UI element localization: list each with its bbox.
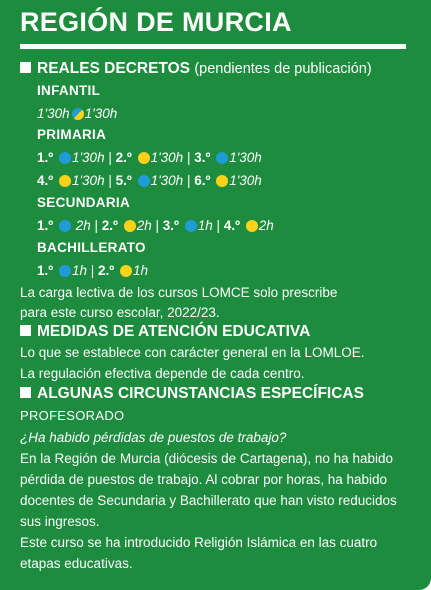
panel-title: REGIÓN DE MURCIA xyxy=(20,7,292,37)
primaria-row-2: 4.º 1'30h | 5.º 1'30h | 6.º 1'30h xyxy=(37,173,262,188)
profesorado-label: PROFESORADO xyxy=(20,408,125,423)
bachillerato-label: BACHILLERATO xyxy=(37,240,146,255)
body-line-6: etapas educativas. xyxy=(20,556,133,571)
yellow-dot-icon xyxy=(138,152,150,164)
primaria-row-1: 1.º 1'30h | 2.º 1'30h | 3.º 1'30h xyxy=(37,150,262,165)
reales-decretos-heading: REALES DECRETOS (pendientes de publicación) xyxy=(20,60,372,78)
bullet-square-icon xyxy=(20,62,31,73)
bachillerato-row: 1.º 1h | 2.º 1h xyxy=(37,263,149,278)
bullet-square-icon xyxy=(20,325,31,336)
yellow-dot-icon xyxy=(246,220,258,232)
blue-dot-icon xyxy=(59,152,71,164)
blue-yellow-dot-icon xyxy=(72,108,84,120)
infantil-label: INFANTIL xyxy=(37,83,101,98)
reales-note: (pendientes de publicación) xyxy=(194,61,372,77)
medidas-line-2: La regulación efectiva depende de cada centro. xyxy=(20,366,305,381)
body-line-4: sus ingresos. xyxy=(20,514,100,529)
blue-dot-icon xyxy=(59,220,71,232)
body-line-2: pérdida de puestos de trabajo. Al cobrar por horas, ha habido xyxy=(20,472,387,487)
yellow-dot-icon xyxy=(120,265,132,277)
bullet-square-icon xyxy=(20,387,31,398)
secundaria-row: 1.º 2h | 2.º 2h | 3.º 1h | 4.º 2h xyxy=(37,218,274,233)
blue-dot-icon xyxy=(138,175,150,187)
question-line: ¿Ha habido pérdidas de puestos de trabajo? xyxy=(20,430,287,445)
body-line-1: En la Región de Murcia (diócesis de Cartagena), no ha habido xyxy=(20,451,393,466)
primaria-label: PRIMARIA xyxy=(37,127,107,142)
medidas-heading: MEDIDAS DE ATENCIÓN EDUCATIVA xyxy=(20,323,310,341)
medidas-line-1: Lo que se establece con carácter general en la LOMLOE. xyxy=(20,345,365,360)
carga-line-2: para este curso escolar, 2022/23. xyxy=(20,305,220,320)
blue-dot-icon xyxy=(216,152,228,164)
circunstancias-heading: ALGUNAS CIRCUNSTANCIAS ESPECÍFICAS xyxy=(20,385,364,403)
carga-line-1: La carga lectiva de los cursos LOMCE solo prescribe xyxy=(20,285,338,300)
infantil-row: 1'30h 1'30h xyxy=(37,106,118,121)
body-line-3: docentes de Secundaria y Bachillerato que han visto reducidos xyxy=(20,493,397,508)
secundaria-label: SECUNDARIA xyxy=(37,195,131,210)
blue-dot-icon xyxy=(185,220,197,232)
body-line-5: Este curso se ha introducido Religión Islámica en las cuatro xyxy=(20,535,378,550)
title-rule xyxy=(20,44,406,49)
yellow-dot-icon xyxy=(59,175,71,187)
yellow-dot-icon xyxy=(216,175,228,187)
blue-dot-icon xyxy=(59,265,71,277)
yellow-dot-icon xyxy=(124,220,136,232)
